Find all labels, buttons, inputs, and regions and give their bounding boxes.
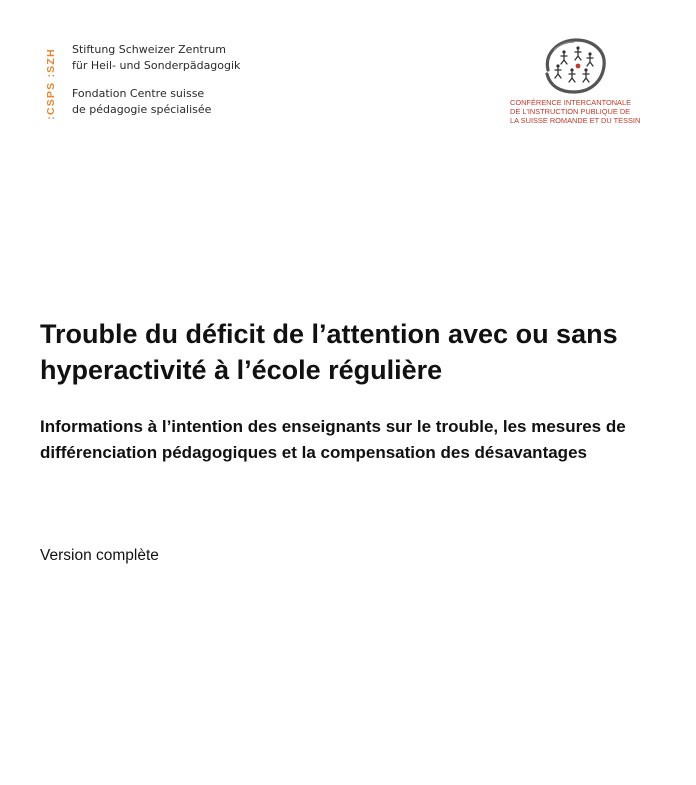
ciip-name-line2: DE L'INSTRUCTION PUBLIQUE DE [510, 107, 631, 116]
ciip-name-line3: LA SUISSE ROMANDE ET DU TESSIN [510, 116, 641, 125]
document-title: Trouble du déficit de l’attention avec ou sans hyperactivité à l’école régulière [40, 319, 618, 385]
szh-name-fr-line2: de pédagogie spécialisée [72, 103, 212, 116]
ciip-emblem-icon [534, 36, 614, 96]
document-version: Version complète [40, 547, 159, 564]
szh-organization-name [72, 42, 240, 118]
szh-name-de-line2: für Heil- und Sonderpädagogik [72, 59, 241, 72]
szh-logo [44, 42, 244, 126]
szh-vertical-mark [44, 42, 58, 126]
szh-name-fr-line1: Fondation Centre suisse [72, 87, 205, 100]
ciip-logo [508, 36, 648, 128]
ciip-name-line1: CONFÉRENCE INTERCANTONALE [510, 98, 632, 107]
szh-name-de-line1: Stiftung Schweizer Zentrum [72, 43, 226, 56]
szh-vertical-text: :CSPS :SZH [45, 48, 58, 120]
document-subtitle: Informations à l’intention des enseignants sur le trouble, les mesures de différenciation pédagogiques et la compensation des désavantages [40, 417, 626, 462]
ciip-organization-name [510, 98, 640, 125]
